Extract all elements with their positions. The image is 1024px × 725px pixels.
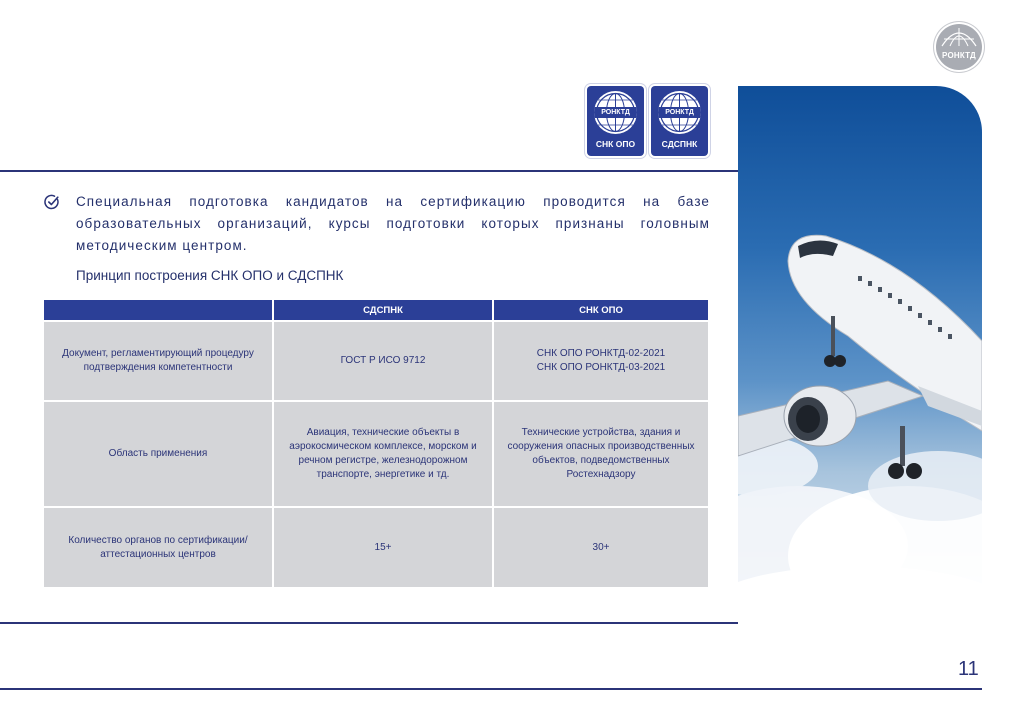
middle-divider	[0, 622, 738, 624]
badge-label: СНК ОПО	[595, 139, 636, 149]
table-title: Принцип построения СНК ОПО и СДСПНК	[76, 268, 344, 283]
table-header-row	[44, 300, 708, 321]
table-row	[44, 507, 708, 587]
badge-globe-text: РОНКТД	[594, 107, 637, 118]
row-label: Количество органов по сертификации/аттестационных центров	[44, 507, 273, 587]
sdspnk-badge	[651, 86, 708, 156]
table-header-sdspnk: СДСПНК	[273, 300, 493, 321]
cell-sdspnk: ГОСТ Р ИСО 9712	[273, 321, 493, 401]
page-number: 11	[958, 658, 979, 680]
globe-icon	[594, 91, 637, 134]
cell-snk-opo	[493, 321, 708, 401]
cell-line: СНК ОПО РОНКТД-03-2021	[536, 362, 666, 373]
corner-logo-text: РОНКТД	[942, 51, 976, 60]
check-circle-icon	[44, 194, 60, 210]
intro-paragraph: Специальная подготовка кандидатов на сертификацию проводится на базе образовательных организаций, курсы подготовки которых признаны головным методическим центром.	[76, 194, 710, 253]
snk-opo-badge	[587, 86, 644, 156]
bottom-divider	[0, 688, 982, 690]
comparison-table	[44, 300, 708, 587]
cell-snk-opo: 30+	[493, 507, 708, 587]
row-label: Область применения	[44, 401, 273, 507]
cell-sdspnk: 15+	[273, 507, 493, 587]
cell-line: СНК ОПО РОНКТД-02-2021	[536, 348, 666, 359]
table-header-snk-opo: СНК ОПО	[493, 300, 708, 321]
airplane-illustration	[738, 86, 982, 623]
airplane-photo	[738, 86, 982, 623]
globe-icon	[940, 26, 978, 48]
table-row	[44, 321, 708, 401]
top-divider	[0, 170, 738, 172]
row-label: Документ, регламентирующий процедуру подтверждения компетентности	[44, 321, 273, 401]
badge-globe-text: РОНКТД	[658, 107, 701, 118]
table-header-empty	[44, 300, 273, 321]
globe-icon	[658, 91, 701, 134]
badge-label: СДСПНК	[661, 139, 698, 149]
corner-logo	[934, 22, 984, 72]
table-row	[44, 401, 708, 507]
cell-snk-opo: Технические устройства, здания и сооружения опасных производственных объектов, подведомственных Ростехнадзору	[493, 401, 708, 507]
cell-sdspnk: Авиация, технические объекты в аэрокосмическом комплексе, морском и речном регистре, железнодорожном транспорте, энергетике и тд.	[273, 401, 493, 507]
